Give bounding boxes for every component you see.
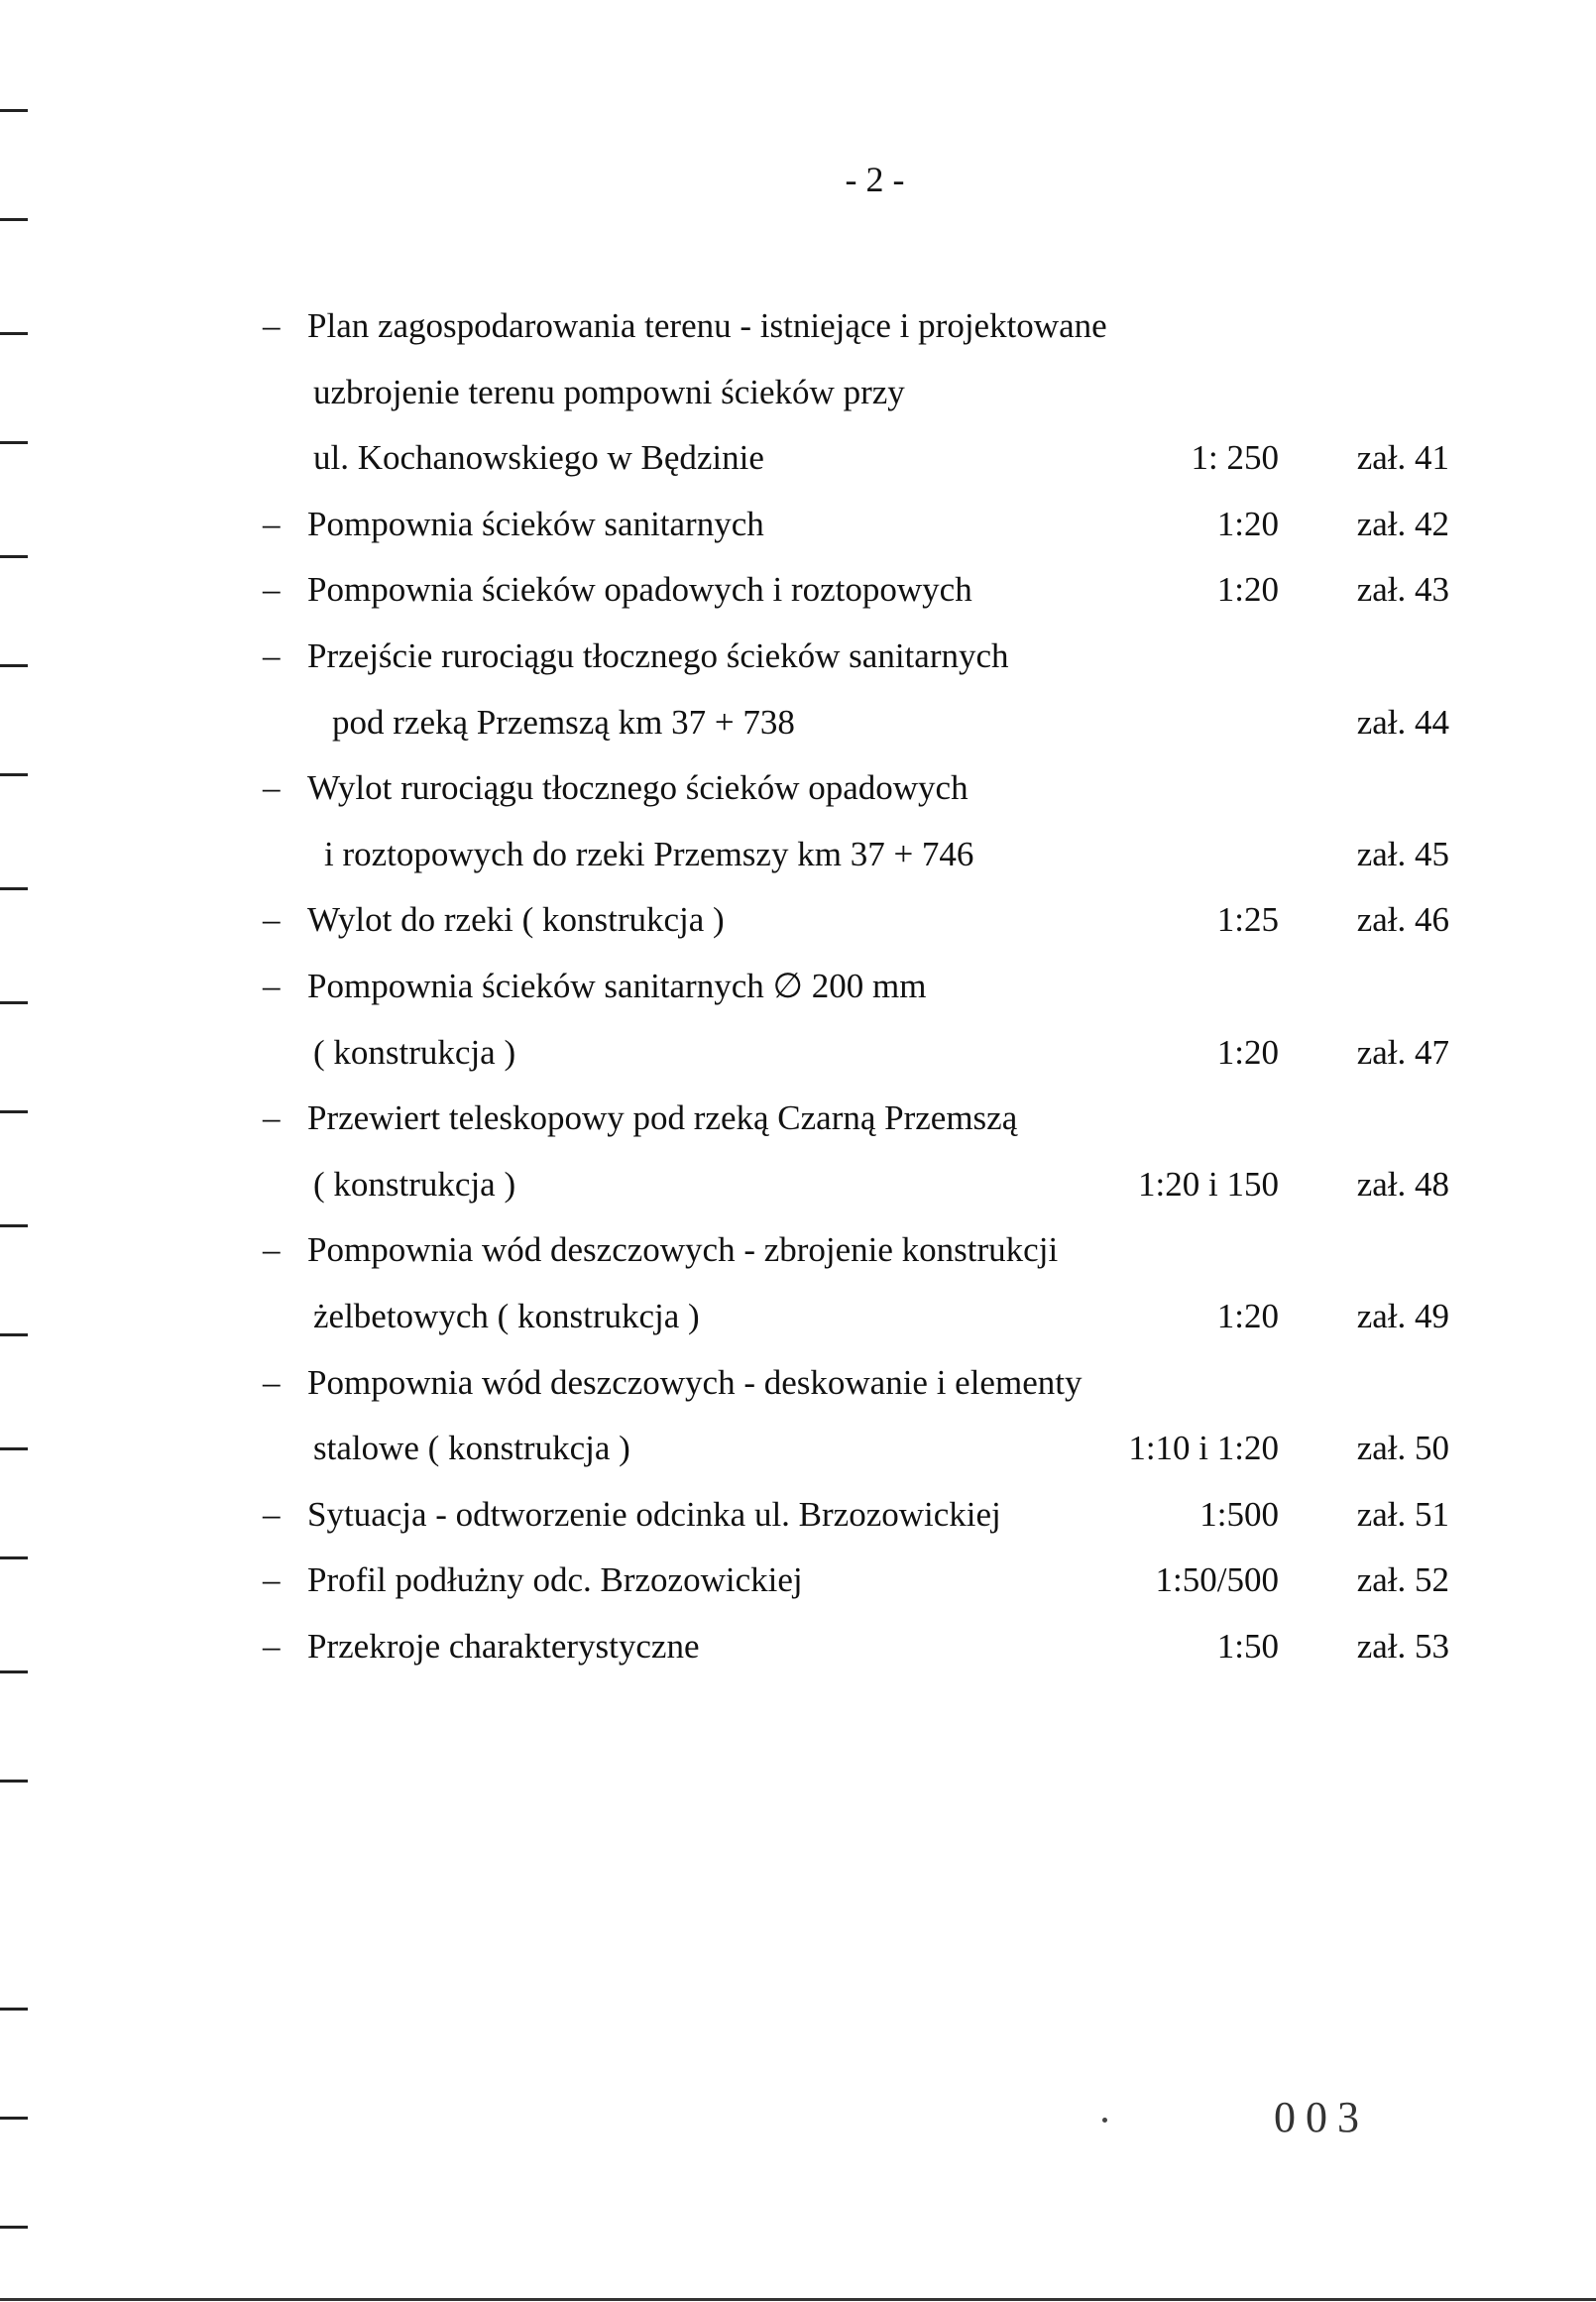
- item-title: ul. Kochanowskiego w Będzinie: [313, 438, 764, 478]
- dash-bullet: –: [263, 1494, 281, 1534]
- binder-mark: [0, 1110, 28, 1113]
- dash-bullet: –: [263, 1362, 281, 1402]
- dash-bullet: –: [263, 768, 281, 808]
- dash-bullet: –: [263, 504, 281, 543]
- dash-bullet: –: [263, 966, 281, 1005]
- list-item: [0, 887, 1596, 954]
- item-attachment-ref: zał. 47: [1356, 1032, 1449, 1072]
- list-line: [0, 624, 1596, 690]
- item-title: Profil podłużny odc. Brzozowickiej: [307, 1560, 803, 1600]
- item-title: Przewiert teleskopowy pod rzeką Czarną Przemszą: [307, 1098, 1018, 1138]
- binder-mark: [0, 1001, 28, 1004]
- attachments-list: [0, 293, 1596, 1679]
- item-title: żelbetowych ( konstrukcja ): [313, 1296, 700, 1335]
- binder-mark: [0, 2117, 28, 2120]
- item-title: i roztopowych do rzeki Przemszy km 37 + 746: [324, 834, 974, 873]
- dash-bullet: –: [263, 635, 281, 675]
- list-item: [0, 557, 1596, 624]
- item-scale: 1:10 i 1:20: [1128, 1429, 1279, 1468]
- binder-mark: [0, 1780, 28, 1783]
- item-attachment-ref: zał. 51: [1356, 1494, 1449, 1534]
- item-attachment-ref: zał. 49: [1356, 1296, 1449, 1335]
- item-scale: 1:20: [1216, 504, 1279, 543]
- page-stamp: 003: [1274, 2093, 1369, 2141]
- list-line: [0, 954, 1596, 1020]
- list-line: [0, 557, 1596, 624]
- dash-bullet: –: [263, 1098, 281, 1138]
- binder-mark: [0, 332, 28, 335]
- item-attachment-ref: zał. 41: [1356, 438, 1449, 478]
- list-line: [0, 1284, 1596, 1350]
- item-title: ( konstrukcja ): [313, 1164, 516, 1204]
- list-item: [0, 1217, 1596, 1349]
- binder-mark: [0, 1333, 28, 1336]
- item-scale: 1:20 i 150: [1138, 1164, 1279, 1204]
- list-line: [0, 293, 1596, 360]
- binder-mark: [0, 555, 28, 558]
- speck: [1102, 2118, 1107, 2123]
- binder-mark: [0, 1447, 28, 1450]
- binder-mark: [0, 2008, 28, 2011]
- item-scale: 1:20: [1216, 1296, 1279, 1335]
- list-item: [0, 954, 1596, 1086]
- list-item: [0, 624, 1596, 755]
- item-title: stalowe ( konstrukcja ): [313, 1429, 630, 1468]
- item-scale: 1:50: [1216, 1626, 1279, 1666]
- binder-mark: [0, 773, 28, 776]
- list-line: [0, 1482, 1596, 1549]
- list-line: [0, 1086, 1596, 1152]
- item-attachment-ref: zał. 45: [1356, 834, 1449, 873]
- item-attachment-ref: zał. 42: [1356, 504, 1449, 543]
- list-item: [0, 755, 1596, 887]
- item-attachment-ref: zał. 44: [1356, 702, 1449, 742]
- item-scale: 1:25: [1216, 900, 1279, 940]
- list-line: [0, 1548, 1596, 1614]
- item-attachment-ref: zał. 46: [1356, 900, 1449, 940]
- item-title: Przekroje charakterystyczne: [307, 1626, 700, 1666]
- item-title: Sytuacja - odtworzenie odcinka ul. Brzozowickiej: [307, 1494, 1001, 1534]
- item-title: Pompownia ścieków sanitarnych ∅ 200 mm: [307, 966, 927, 1005]
- item-title: Pompownia wód deszczowych - deskowanie i elementy: [307, 1362, 1083, 1402]
- item-scale: 1:50/500: [1155, 1560, 1279, 1600]
- item-title: Przejście rurociągu tłocznego ścieków sanitarnych: [307, 635, 1009, 675]
- item-title: Pompownia ścieków opadowych i roztopowych: [307, 570, 972, 610]
- list-line: [0, 887, 1596, 954]
- item-title: Wylot rurociągu tłocznego ścieków opadowych: [307, 768, 969, 808]
- list-line: [0, 822, 1596, 888]
- item-title: Pompownia ścieków sanitarnych: [307, 504, 764, 543]
- item-scale: 1:20: [1216, 1032, 1279, 1072]
- binder-mark: [0, 1670, 28, 1673]
- dash-bullet: –: [263, 1560, 281, 1600]
- dash-bullet: –: [263, 1230, 281, 1270]
- dash-bullet: –: [263, 306, 281, 345]
- list-line: [0, 1350, 1596, 1417]
- item-attachment-ref: zał. 43: [1356, 570, 1449, 610]
- binder-mark: [0, 218, 28, 221]
- binder-mark: [0, 664, 28, 667]
- list-item: [0, 492, 1596, 558]
- item-title: pod rzeką Przemszą km 37 + 738: [332, 702, 795, 742]
- list-line: [0, 1614, 1596, 1680]
- list-line: [0, 755, 1596, 822]
- item-title: ( konstrukcja ): [313, 1032, 516, 1072]
- list-item: [0, 1482, 1596, 1549]
- item-title: Pompownia wód deszczowych - zbrojenie konstrukcji: [307, 1230, 1059, 1270]
- dash-bullet: –: [263, 570, 281, 610]
- list-line: [0, 1152, 1596, 1218]
- list-item: [0, 1086, 1596, 1217]
- page-number: - 2 -: [845, 160, 905, 199]
- list-line: [0, 690, 1596, 756]
- item-title: uzbrojenie terenu pompowni ścieków przy: [313, 372, 905, 411]
- item-attachment-ref: zał. 53: [1356, 1626, 1449, 1666]
- item-title: Wylot do rzeki ( konstrukcja ): [307, 900, 725, 940]
- item-attachment-ref: zał. 52: [1356, 1560, 1449, 1600]
- list-line: [0, 492, 1596, 558]
- item-title: Plan zagospodarowania terenu - istniejące i projektowane: [307, 306, 1107, 345]
- list-item: [0, 1614, 1596, 1680]
- list-line: [0, 1020, 1596, 1087]
- dash-bullet: –: [263, 1626, 281, 1666]
- bottom-rule: [0, 2298, 1596, 2301]
- list-line: [0, 425, 1596, 492]
- item-scale: 1: 250: [1191, 438, 1279, 478]
- binder-mark: [0, 1556, 28, 1559]
- binder-mark: [0, 109, 28, 112]
- item-attachment-ref: zał. 50: [1356, 1429, 1449, 1468]
- list-item: [0, 293, 1596, 492]
- binder-mark: [0, 441, 28, 444]
- list-line: [0, 1217, 1596, 1284]
- dash-bullet: –: [263, 900, 281, 940]
- list-line: [0, 1416, 1596, 1482]
- list-line: [0, 360, 1596, 426]
- item-scale: 1:20: [1216, 570, 1279, 610]
- binder-mark: [0, 2226, 28, 2229]
- binder-mark: [0, 1224, 28, 1227]
- item-attachment-ref: zał. 48: [1356, 1164, 1449, 1204]
- list-item: [0, 1350, 1596, 1482]
- binder-mark: [0, 887, 28, 890]
- item-scale: 1:500: [1199, 1494, 1279, 1534]
- list-item: [0, 1548, 1596, 1614]
